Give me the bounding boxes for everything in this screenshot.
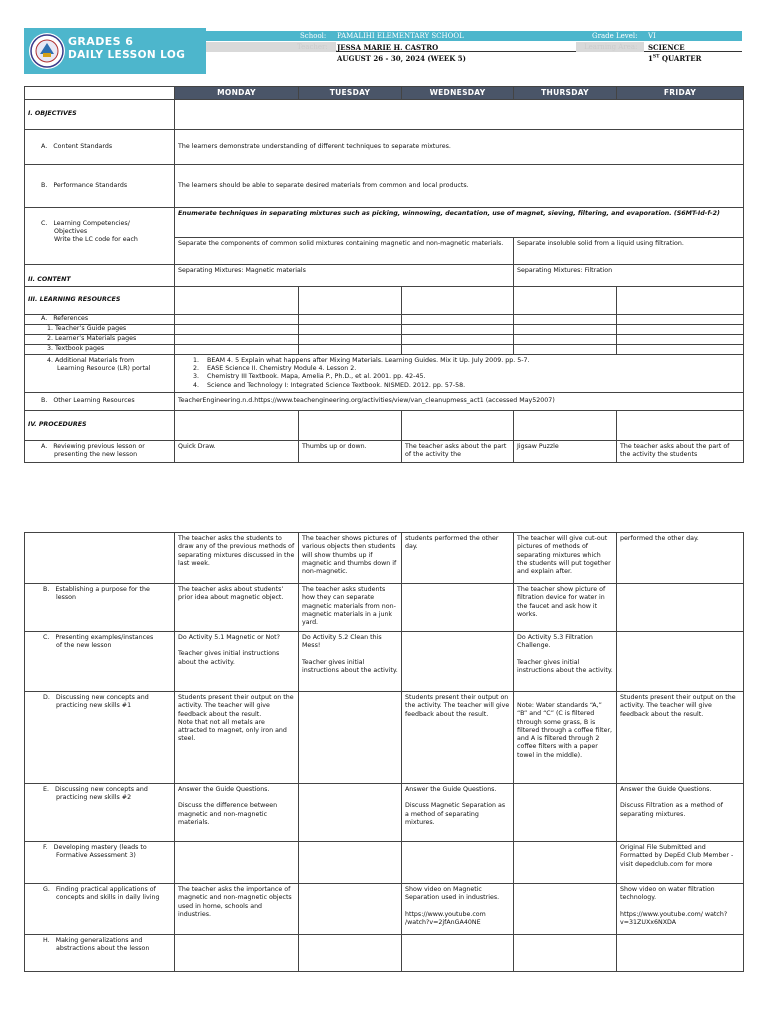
- content-standards-label: A. Content Standards: [25, 129, 175, 164]
- cell: [299, 784, 402, 842]
- objectives-blank: [175, 99, 744, 129]
- cell: [514, 334, 617, 344]
- teachers-guide-label: 1. Teacher’s Guide pages: [25, 324, 175, 334]
- additional-materials-row: [25, 354, 744, 392]
- lesson-table-page-2: [24, 532, 744, 972]
- applications-wednesday-1: Show video on Magnetic Separation used in industries.: [405, 886, 500, 902]
- other-resources-label: B. Other Learning Resources: [25, 393, 175, 411]
- competency-label-2: Objectives: [54, 228, 88, 236]
- quarter-suffix: ST: [652, 54, 660, 60]
- concepts-2-label: [25, 784, 175, 842]
- cell: [514, 286, 617, 314]
- concepts-1-label-1: D. Discussing new concepts and: [43, 694, 149, 701]
- cell: [617, 334, 744, 344]
- concepts-2-friday-2: Discuss Filtration as a method of separating mixtures.: [620, 802, 723, 818]
- concepts-1-label-2: practicing new skills #1: [56, 702, 132, 710]
- teacher-row: [206, 42, 742, 52]
- content-mon-tue: Separating Mixtures: Magnetic materials: [175, 264, 514, 286]
- concepts-2-monday: [175, 784, 299, 842]
- review-row: [25, 441, 744, 463]
- examples-monday-1: Do Activity 5.1 Magnetic or Not?: [178, 634, 280, 641]
- competency-mon-tue: Separate the components of common solid mixtures containing magnetic and non-magnetic materials.: [175, 237, 514, 264]
- review-thursday-cont: The teacher will give cut-out pictures of methods of separating mixtures which the students will put together and explain after.: [514, 533, 617, 584]
- performance-standards-label: B. Performance Standards: [25, 164, 175, 207]
- concepts-2-wednesday-2: Discuss Magnetic Separation as a method of separating mixtures.: [405, 802, 506, 826]
- review-monday: Quick Draw.: [175, 441, 299, 463]
- concepts-2-wednesday: [402, 784, 514, 842]
- cell: [514, 784, 617, 842]
- applications-label-1: G. Finding practical applications of: [43, 886, 156, 893]
- week-dates: AUGUST 26 - 30, 2024 (WEEK 5): [337, 54, 466, 63]
- cell: [299, 324, 402, 334]
- review-label-2: presenting the new lesson: [54, 451, 138, 459]
- review-friday-cont: performed the other day.: [617, 533, 744, 584]
- examples-tuesday: [299, 632, 402, 692]
- cell: [175, 935, 299, 972]
- applications-friday-link[interactable]: https://www.youtube.com/ watch?v=31ZUXx6NXDA: [620, 910, 728, 926]
- review-label-1: A. Reviewing previous lesson or: [41, 443, 145, 451]
- concepts-1-monday-1: Students present their output on the activity. The teacher will give feedback about the result.: [178, 694, 294, 718]
- purpose-monday: The teacher asks about students’ prior idea about magnetic object.: [175, 584, 299, 632]
- learning-area-label: Learning Area:: [584, 43, 638, 51]
- quarter: [648, 54, 701, 63]
- cell: [617, 344, 744, 354]
- concepts-2-monday-2: Discuss the difference between magnetic and non-magnetic materials.: [178, 802, 278, 826]
- day-monday: MONDAY: [175, 87, 299, 100]
- applications-friday-1: Show video on water filtration technology.: [620, 886, 715, 902]
- additional-materials-list: [175, 354, 744, 392]
- purpose-row: [25, 584, 744, 632]
- textbook-label: 3. Textbook pages: [25, 344, 175, 354]
- cell: [175, 324, 299, 334]
- mastery-label-2: Formative Assessment 3): [56, 852, 136, 860]
- mastery-label-1: F. Developing mastery (leads to: [43, 844, 147, 851]
- cell: [299, 344, 402, 354]
- cell: [402, 935, 514, 972]
- school-row: [206, 31, 742, 41]
- purpose-label-2: lesson: [56, 594, 77, 602]
- concepts-1-monday-2: Note that not all metals are attracted to magnet, only iron and steel.: [178, 718, 287, 743]
- content-row: [25, 264, 744, 286]
- references-label: A. References: [25, 314, 175, 324]
- generalizations-row: [25, 935, 744, 972]
- resources-row: [25, 286, 744, 314]
- school-label: School:: [300, 32, 327, 40]
- applications-label: [25, 884, 175, 935]
- cell: [299, 884, 402, 935]
- review-monday-cont: The teacher asks the students to draw any of the previous methods of separating mixtures discussed in the last week.: [175, 533, 299, 584]
- generalizations-label-2: abstractions about the lesson: [56, 945, 150, 953]
- cell: [514, 324, 617, 334]
- examples-tuesday-2: Teacher gives initial instructions about the activity.: [302, 658, 398, 674]
- purpose-wednesday: [402, 584, 514, 632]
- generalizations-label: [25, 935, 175, 972]
- concepts-1-friday: Students present their output on the activity. The teacher will give feedback about the result.: [617, 692, 744, 784]
- material-item-4: 4. Science and Technology I: Integrated Science Textbook. NISMED. 2012. pp. 57-58.: [193, 381, 466, 389]
- material-text-4: Science and Technology I: Integrated Science Textbook. NISMED. 2012. pp. 57-58.: [207, 381, 466, 389]
- day-tuesday: TUESDAY: [299, 87, 402, 100]
- quarter-word: QUARTER: [659, 54, 702, 63]
- grade-level-value: VI: [648, 32, 656, 40]
- material-item-1: 1. BEAM 4. 5 Explain what happens after Mixing Materials. Learning Guides. Mix it Up. July 2009. pp. 5-7.: [193, 356, 530, 364]
- cell: [617, 935, 744, 972]
- header-corner-cell: [25, 87, 175, 100]
- cell: [299, 334, 402, 344]
- cell: [175, 314, 299, 324]
- concepts-2-wednesday-1: Answer the Guide Questions.: [405, 786, 497, 793]
- concepts-2-friday: [617, 784, 744, 842]
- additional-materials-label: [25, 354, 175, 392]
- content-thu-fri: Separating Mixtures: Filtration: [514, 264, 744, 286]
- purpose-label-1: B. Establishing a purpose for the: [43, 586, 150, 593]
- teacher-value: JESSA MARIE H. CASTRO: [337, 43, 439, 52]
- teachers-guide-row: [25, 324, 744, 334]
- performance-standards-row: [25, 164, 744, 207]
- teacher-label: Teacher:: [297, 43, 328, 51]
- material-item-3: 3. Chemistry III Textbook. Mapa, Amelia P., Ph.D., et al. 2001. pp. 42-45.: [193, 373, 426, 381]
- competency-label-3: Write the LC code for each: [54, 236, 138, 244]
- competency-text: Enumerate techniques in separating mixtures such as picking, winnowing, decantation, use of magnet, sieving, filtering, and evaporation. (S6MT-Id-f-2): [175, 207, 744, 237]
- log-title: DAILY LESSON LOG: [68, 49, 186, 61]
- deped-seal-icon: [28, 32, 66, 70]
- concepts-2-label-1: E. Discussing new concepts and: [43, 786, 148, 793]
- applications-monday: The teacher asks the importance of magnetic and non-magnetic objects used in home, schools and industries.: [175, 884, 299, 935]
- examples-label-2: of the new lesson: [56, 642, 112, 650]
- grade-title: GRADES 6: [68, 35, 134, 48]
- textbook-row: [25, 344, 744, 354]
- learners-materials-row: [25, 334, 744, 344]
- review-tuesday: Thumbs up or down.: [299, 441, 402, 463]
- review-continued-row: [25, 533, 744, 584]
- date-row: [206, 53, 742, 63]
- lesson-log-header: [24, 28, 742, 74]
- day-header-row: [25, 87, 744, 100]
- examples-label: [25, 632, 175, 692]
- review-wednesday-cont: students performed the other day.: [402, 533, 514, 584]
- cell: [175, 344, 299, 354]
- cell: [299, 842, 402, 884]
- cell: [299, 935, 402, 972]
- review-tuesday-cont: The teacher shows pictures of various objects then students will show thumbs up if magnetic and thumbs down if non-magnetic.: [299, 533, 402, 584]
- cell: [514, 344, 617, 354]
- generalizations-label-1: H. Making generalizations and: [43, 937, 143, 944]
- cell: [402, 344, 514, 354]
- learners-materials-label: 2. Learner’s Materials pages: [25, 334, 175, 344]
- applications-label-2: concepts and skills in daily living: [56, 894, 160, 902]
- cell: [175, 842, 299, 884]
- lesson-table-page-1: [24, 86, 744, 463]
- review-continued-label: [25, 533, 175, 584]
- applications-friday: [617, 884, 744, 935]
- concepts-1-thursday: Note: Water standards “A,” “B” and “C” (C is filtered through some grass, B is filtered through a coffee filter, and A is filtered through 2 coffee filters with a paper towel in the middle).: [514, 692, 617, 784]
- concepts-2-monday-1: Answer the Guide Questions.: [178, 786, 270, 793]
- mastery-label: [25, 842, 175, 884]
- cell: [514, 842, 617, 884]
- cell: [175, 411, 299, 441]
- mastery-friday: Original File Submitted and Formatted by DepEd Club Member - visit depedclub.com for more: [617, 842, 744, 884]
- cell: [617, 286, 744, 314]
- concepts-2-friday-1: Answer the Guide Questions.: [620, 786, 712, 793]
- cell: [617, 324, 744, 334]
- purpose-friday: [617, 584, 744, 632]
- quarter-number: 1: [648, 54, 653, 63]
- references-row: [25, 314, 744, 324]
- cell: [617, 411, 744, 441]
- cell: [299, 286, 402, 314]
- material-text-1: BEAM 4. 5 Explain what happens after Mixing Materials. Learning Guides. Mix it Up. July 2009. pp. 5-7.: [207, 356, 530, 364]
- examples-thursday-1: Do Activity 5.3 Filtration Challenge.: [517, 634, 593, 650]
- procedures-row: [25, 411, 744, 441]
- learning-area-value: SCIENCE: [648, 43, 685, 52]
- cell: [617, 314, 744, 324]
- cell: [402, 334, 514, 344]
- concepts-1-row: [25, 692, 744, 784]
- cell: [402, 842, 514, 884]
- cell: [299, 692, 402, 784]
- cell: [514, 411, 617, 441]
- cell: [402, 324, 514, 334]
- objectives-row: [25, 99, 744, 129]
- concepts-1-label: [25, 692, 175, 784]
- material-text-3: Chemistry III Textbook. Mapa, Amelia P., Ph.D., et al. 2001. pp. 42-45.: [207, 373, 426, 381]
- cell: [175, 286, 299, 314]
- day-friday: FRIDAY: [617, 87, 744, 100]
- competency-label: [25, 207, 175, 264]
- purpose-label: [25, 584, 175, 632]
- content-heading: II. CONTENT: [25, 264, 175, 286]
- purpose-tuesday: The teacher asks students how they can separate magnetic materials from non-magnetic materials in a junk yard.: [299, 584, 402, 632]
- examples-row: [25, 632, 744, 692]
- cell: [514, 314, 617, 324]
- school-value: PAMALIHI ELEMENTARY SCHOOL: [337, 32, 464, 40]
- examples-thursday: [514, 632, 617, 692]
- examples-thursday-2: Teacher gives initial instructions about the activity.: [517, 658, 613, 674]
- objectives-heading: I. OBJECTIVES: [25, 99, 175, 129]
- cell: [514, 935, 617, 972]
- title-badge: [24, 28, 206, 74]
- review-thursday: Jigsaw Puzzle: [514, 441, 617, 463]
- cell: [402, 411, 514, 441]
- review-wednesday: The teacher asks about the part of the activity the: [402, 441, 514, 463]
- examples-tuesday-1: Do Activity 5.2 Clean this Mess!: [302, 634, 382, 650]
- mastery-row: [25, 842, 744, 884]
- concepts-1-wednesday: Students present their output on the activity. The teacher will give feedback about the result.: [402, 692, 514, 784]
- concepts-1-monday: [175, 692, 299, 784]
- applications-wednesday: [402, 884, 514, 935]
- review-label: [25, 441, 175, 463]
- cell: [402, 286, 514, 314]
- resources-heading: III. LEARNING RESOURCES: [25, 286, 175, 314]
- examples-monday-2: Teacher gives initial instructions about the activity.: [178, 650, 280, 666]
- day-thursday: THURSDAY: [514, 87, 617, 100]
- cell: [617, 632, 744, 692]
- cell: [175, 334, 299, 344]
- cell: [299, 411, 402, 441]
- review-friday: The teacher asks about the part of the activity the students: [617, 441, 744, 463]
- examples-monday: [175, 632, 299, 692]
- cell: [299, 314, 402, 324]
- procedures-heading: IV. PROCEDURES: [25, 411, 175, 441]
- additional-materials-label-2: Learning Resource (LR) portal: [57, 365, 151, 373]
- material-item-2: 2. EASE Science II. Chemistry Module 4. Lesson 2.: [193, 365, 357, 373]
- applications-row: [25, 884, 744, 935]
- other-resources-row: [25, 393, 744, 411]
- examples-label-1: C. Presenting examples/instances: [43, 634, 154, 641]
- competency-row: [25, 207, 744, 237]
- content-standards-row: [25, 129, 744, 164]
- cell: [402, 632, 514, 692]
- additional-materials-label-1: 4. Additional Materials from: [47, 356, 135, 364]
- competency-thu-fri: Separate insoluble solid from a liquid using filtration.: [514, 237, 744, 264]
- applications-wednesday-link[interactable]: https://www.youtube.com /watch?v=2jfAnGA40NE: [405, 910, 486, 926]
- performance-standards-text: The learners should be able to separate desired materials from common and local products.: [175, 164, 744, 207]
- competency-label-1: C. Learning Competencies/: [41, 219, 130, 227]
- concepts-2-label-2: practicing new skills #2: [56, 794, 132, 802]
- cell: [514, 884, 617, 935]
- grade-level-label: Grade Level:: [592, 32, 638, 40]
- purpose-thursday: The teacher show picture of filtration device for water in the faucet and ask how it works.: [514, 584, 617, 632]
- content-standards-text: The learners demonstrate understanding of different techniques to separate mixtures.: [175, 129, 744, 164]
- day-wednesday: WEDNESDAY: [402, 87, 514, 100]
- material-text-2: EASE Science II. Chemistry Module 4. Lesson 2.: [207, 365, 357, 373]
- other-resources-text: TeacherEngineering.n.d.https://www.teachengineering.org/activities/view/van_cleanupmess_act1 (accessed May52007): [175, 393, 744, 411]
- cell: [402, 314, 514, 324]
- concepts-2-row: [25, 784, 744, 842]
